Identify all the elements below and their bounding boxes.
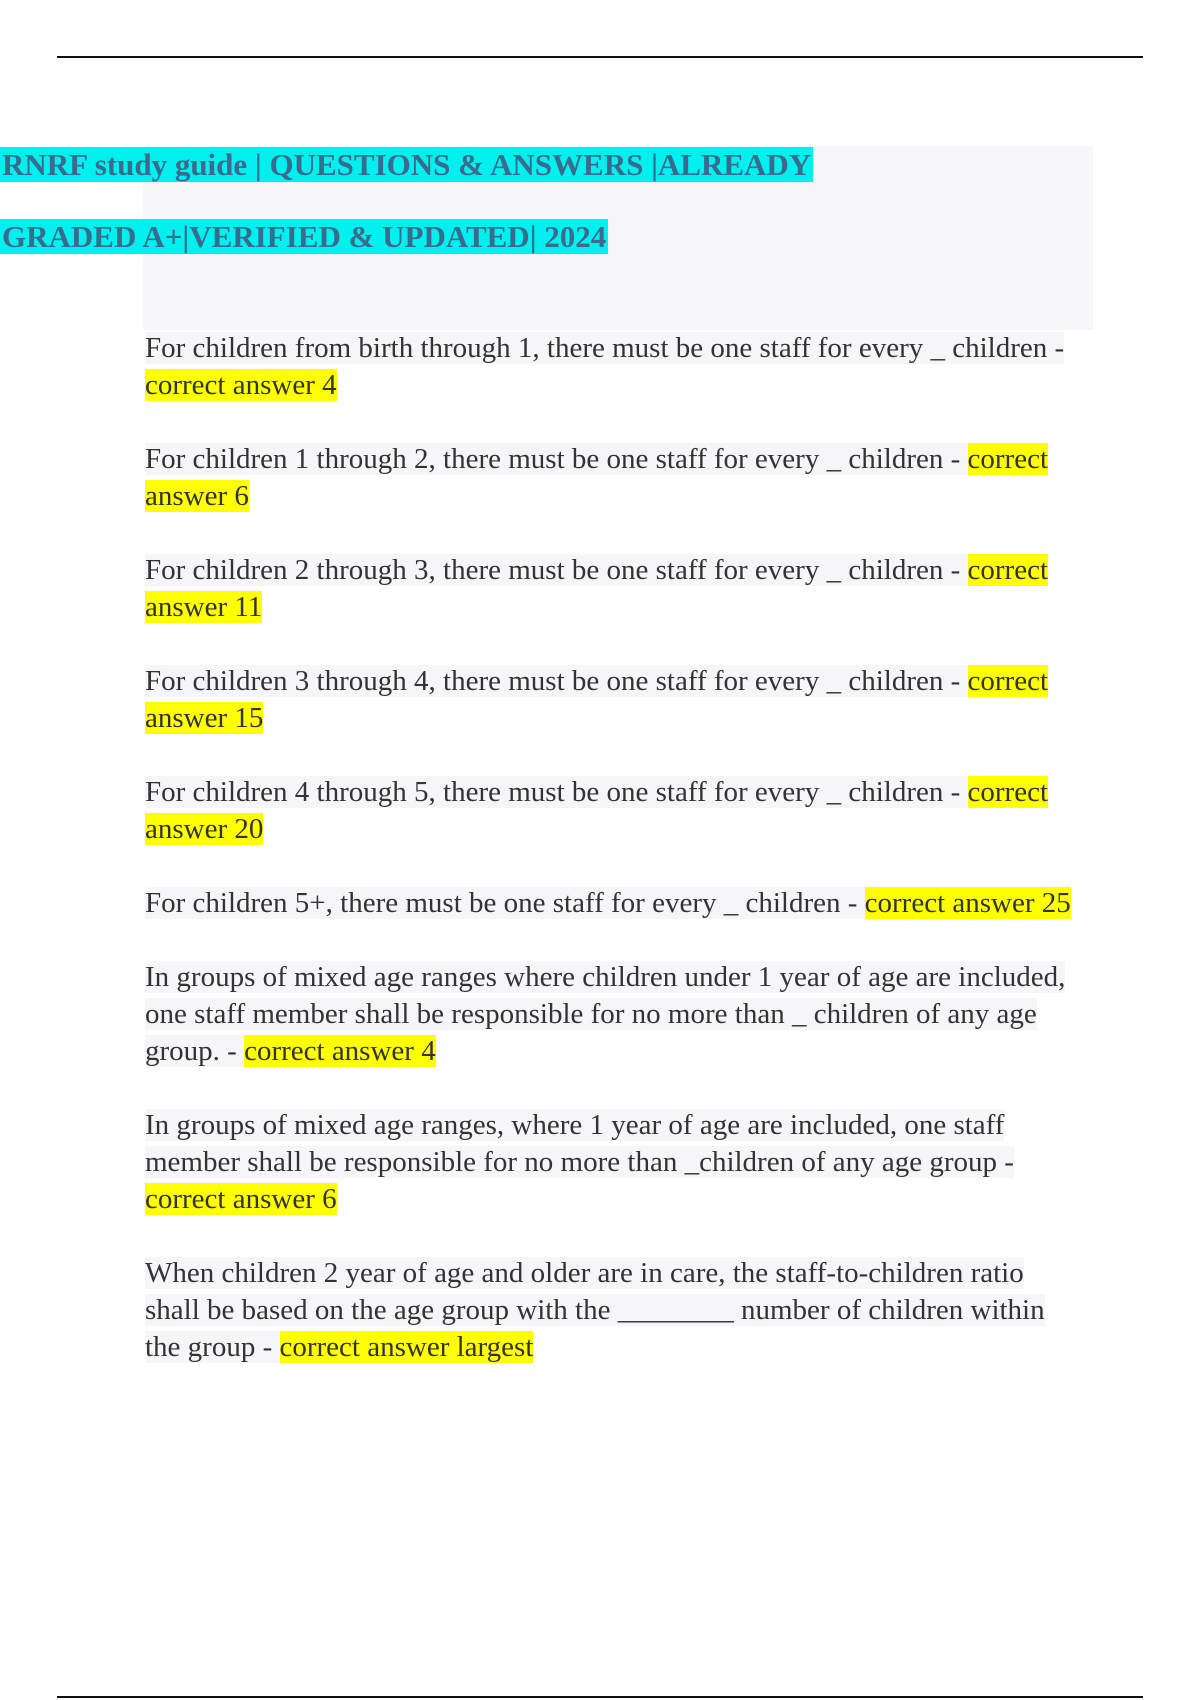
document-title-line-1: RNRF study guide | QUESTIONS & ANSWERS |ALREADY bbox=[2, 147, 812, 182]
answer-highlight: correct answer 4 bbox=[145, 369, 337, 401]
question-text: For children 3 through 4, there must be one staff for every _ children - bbox=[145, 665, 968, 697]
question-text: In groups of mixed age ranges, where 1 year of age are included, one staff member shall be responsible for no more than _children of any age group - bbox=[145, 1109, 1014, 1178]
top-rule bbox=[57, 56, 1143, 58]
qa-item bbox=[145, 774, 1085, 848]
bottom-rule bbox=[57, 1696, 1143, 1698]
question-text: In groups of mixed age ranges where children under 1 year of age are included, one staff member shall be responsible for no more than _ children of any age group. - bbox=[145, 961, 1066, 1067]
question-text: For children from birth through 1, there must be one staff for every _ children - bbox=[145, 332, 1065, 364]
qa-item bbox=[145, 663, 1085, 737]
question-text: For children 2 through 3, there must be one staff for every _ children - bbox=[145, 554, 968, 586]
qa-item bbox=[145, 885, 1085, 922]
qa-item bbox=[145, 959, 1085, 1070]
answer-highlight: correct answer 20 bbox=[145, 776, 1049, 845]
answer-highlight: correct answer 6 bbox=[145, 443, 1049, 512]
answer-highlight: correct answer 25 bbox=[864, 887, 1071, 919]
answer-highlight: correct answer 15 bbox=[145, 665, 1049, 734]
answer-highlight: correct answer largest bbox=[279, 1331, 534, 1363]
answer-highlight: correct answer 6 bbox=[145, 1183, 337, 1215]
qa-item bbox=[145, 441, 1085, 515]
qa-list bbox=[145, 330, 1085, 1403]
qa-item bbox=[145, 330, 1085, 404]
answer-highlight: correct answer 4 bbox=[244, 1035, 436, 1067]
question-text: For children 5+, there must be one staff for every _ children - bbox=[145, 887, 865, 919]
question-text: When children 2 year of age and older are in care, the staff-to-children ratio shall be based on the age group with the ________ number of children within the group - bbox=[145, 1257, 1045, 1363]
qa-item bbox=[145, 1107, 1085, 1218]
qa-item bbox=[145, 552, 1085, 626]
question-text: For children 4 through 5, there must be one staff for every _ children - bbox=[145, 776, 968, 808]
answer-highlight: correct answer 11 bbox=[145, 554, 1049, 623]
document-title-line-2: GRADED A+|VERIFIED & UPDATED| 2024 bbox=[2, 219, 607, 254]
qa-item bbox=[145, 1255, 1085, 1366]
question-text: For children 1 through 2, there must be one staff for every _ children - bbox=[145, 443, 968, 475]
